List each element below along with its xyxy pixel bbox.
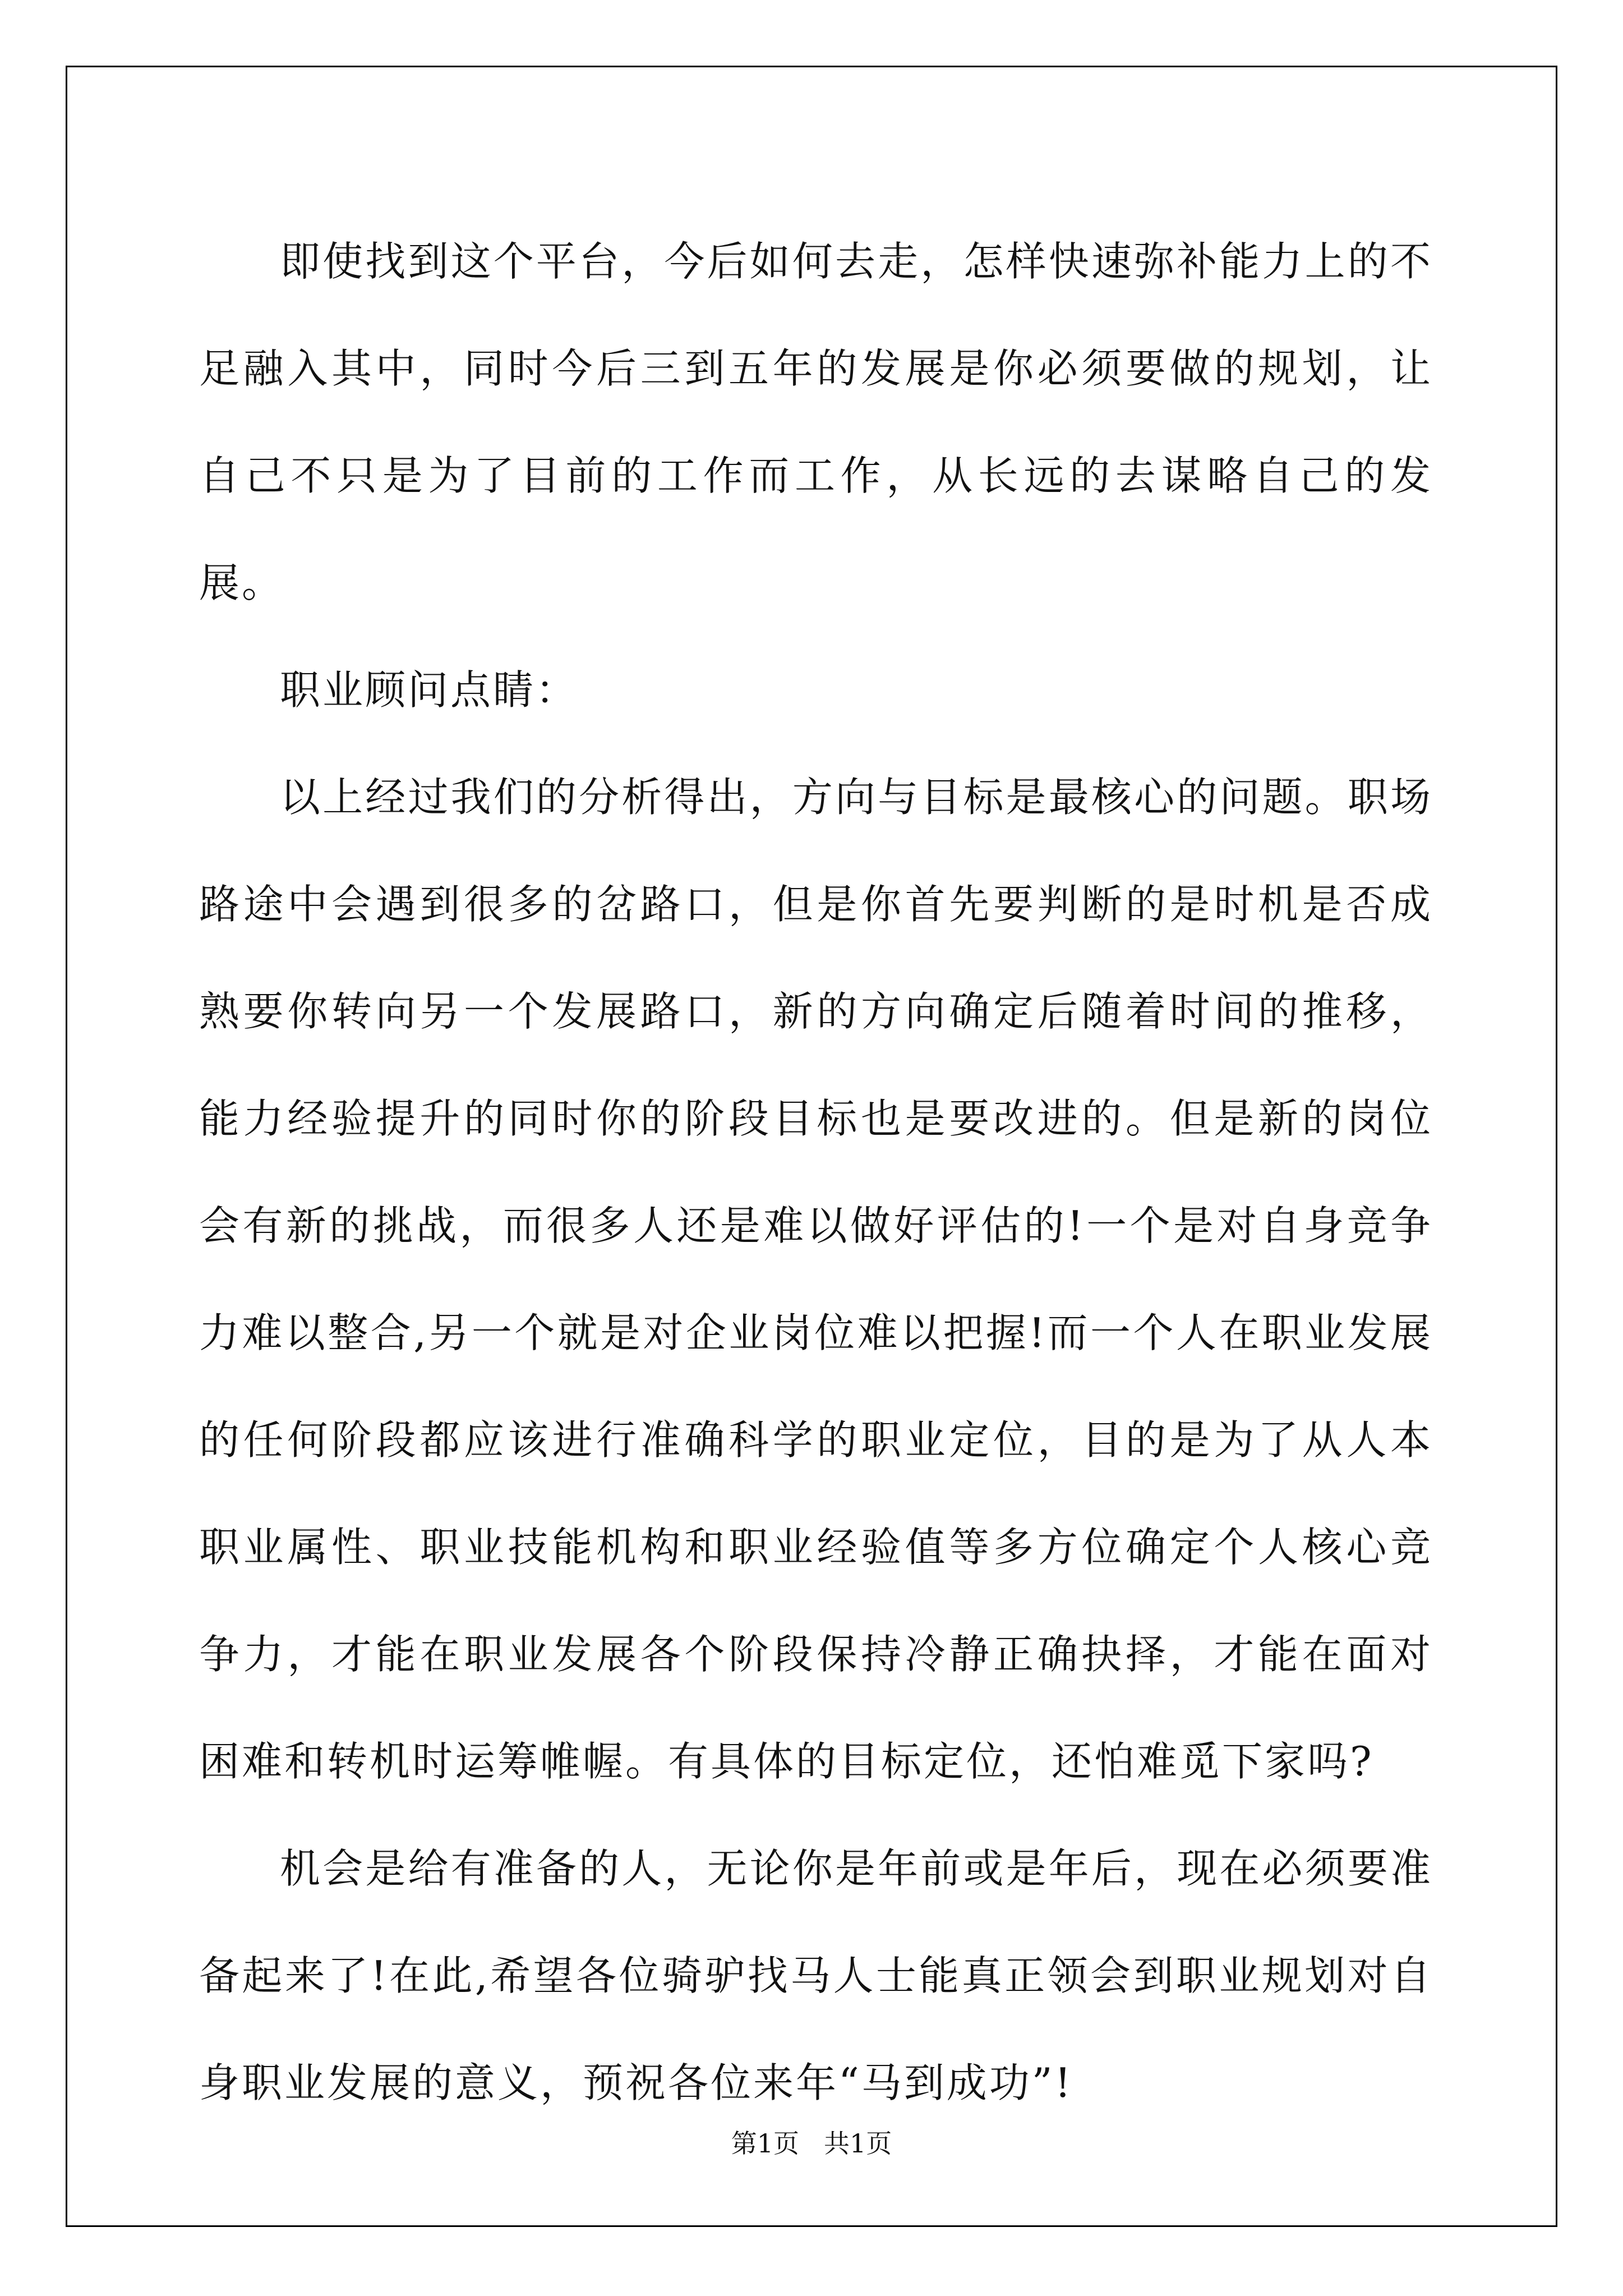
paragraph-4: 机会是给有准备的人，无论你是年前或是年后，现在必须要准备起来了!在此,希望各位骑驴找马人士能真正领会到职业规划对自身职业发展的意义，预祝各位来年“马到成功”! [199, 1845, 1433, 2106]
page-footer [0, 2123, 1623, 2160]
paragraph-1: 即使找到这个平台，今后如何去走，怎样快速弥补能力上的不足融入其中，同时今后三到五年的发展是你必须要做的规划，让自己不只是为了目前的工作而工作，从长远的去谋略自己的发展。 [199, 238, 1433, 606]
page-number-total: 共1页 [824, 2128, 892, 2159]
page-number-current: 第1页 [731, 2128, 799, 2159]
paragraph-2-heading: 职业顾问点睛： [280, 666, 579, 714]
paragraph-3: 以上经过我们的分析得出，方向与目标是最核心的问题。职场路途中会遇到很多的岔路口，但是你首先要判断的是时机是否成熟要你转向另一个发展路口，新的方向确定后随着时间的推移，能力经验提升的同时你的阶段目标也是要改进的。但是新的岗位会有新的挑战，而很多人还是难以做好评估的!一个是对自身竞争力难以整合,另一个就是对企业岗位难以把握!而一个人在职业发展的任何阶段都应该进行准确科学的职业定位，目的是为了从人本职业属性、职业技能机构和职业经验值等多方位确定个人核心竞争力，才能在职业发展各个阶段保持冷静正确抉择，才能在面对困难和转机时运筹帷幄。有具体的目标定位，还怕难觅下家吗? [199, 774, 1433, 1785]
document-body [199, 208, 1433, 2137]
